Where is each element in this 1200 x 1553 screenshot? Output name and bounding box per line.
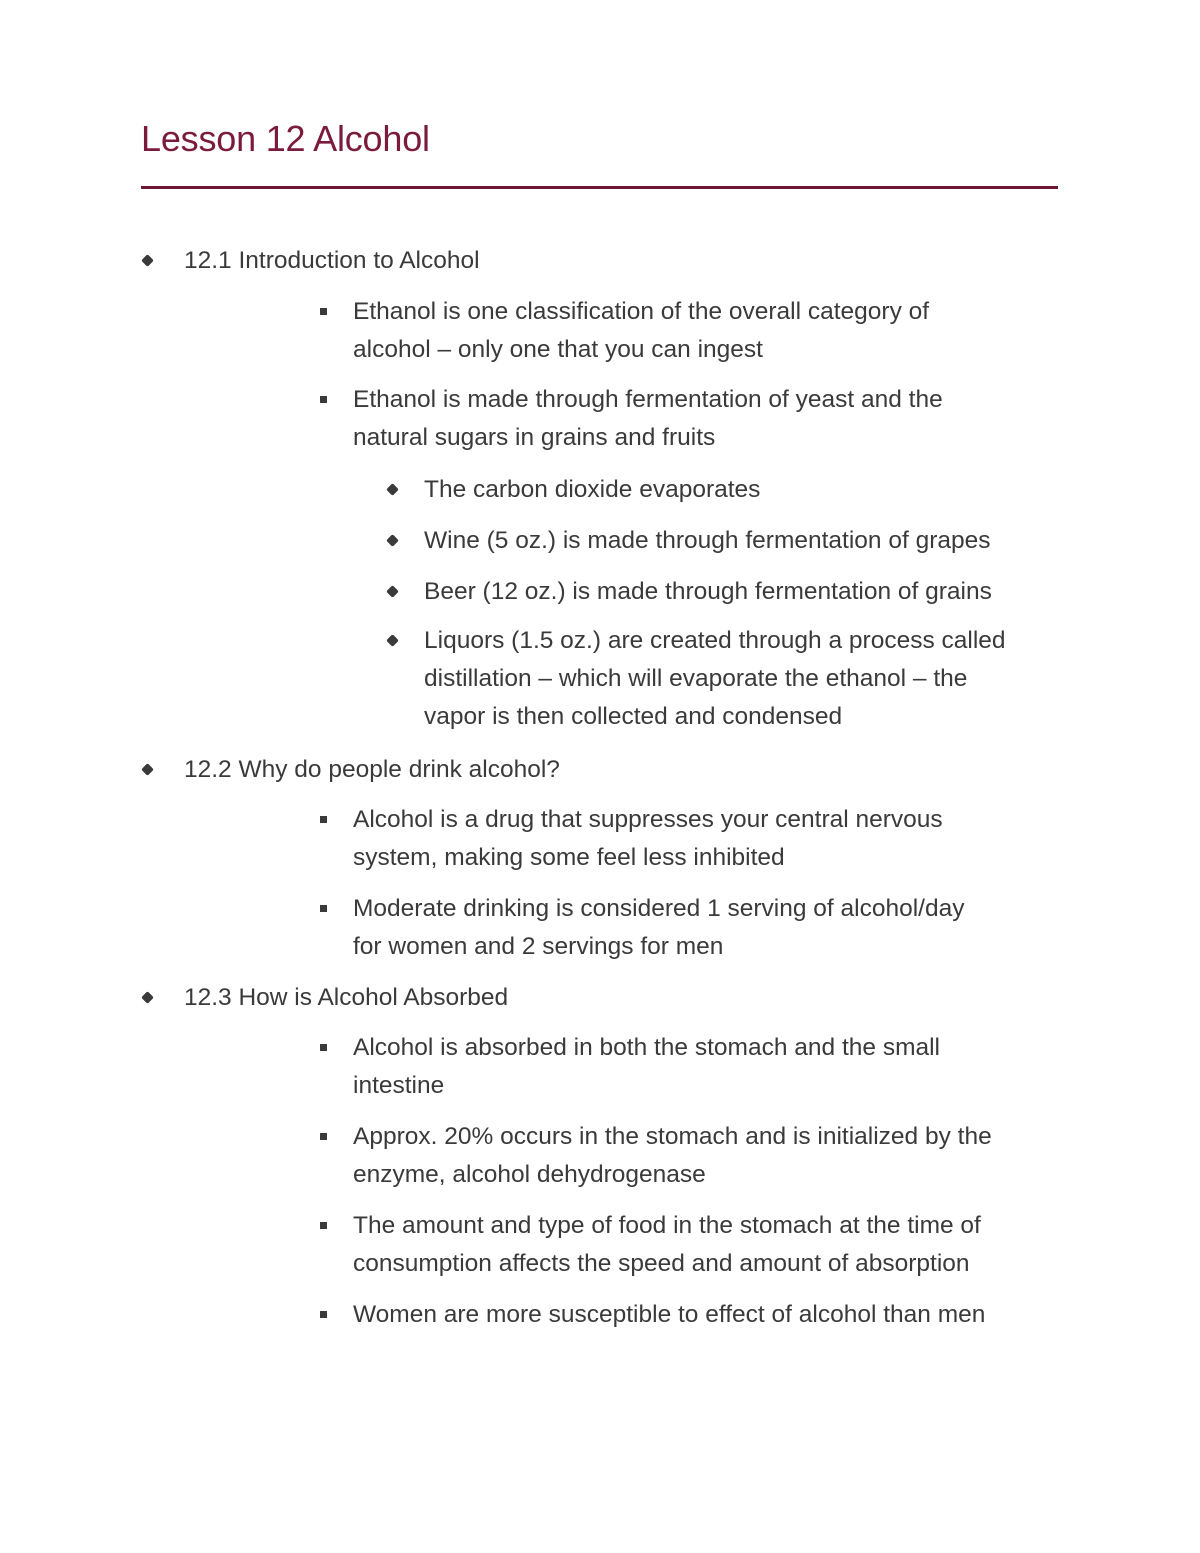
bullet-square-icon — [320, 1222, 327, 1229]
list-item-line: for women and 2 servings for men — [353, 933, 724, 960]
sub-list-item — [424, 622, 1064, 736]
list-item-line: The amount and type of food in the stomach at the time of — [353, 1212, 981, 1239]
sub-list-item — [424, 522, 1064, 560]
bullet-square-icon — [320, 396, 327, 403]
bullet-square-icon — [320, 1044, 327, 1051]
list-item — [353, 293, 1058, 369]
bullet-dot-icon — [386, 483, 399, 496]
list-item-line: Moderate drinking is considered 1 serving of alcohol/day — [353, 895, 965, 922]
list-item-line: Ethanol is one classification of the overall category of — [353, 298, 930, 325]
list-item — [353, 1207, 1058, 1283]
section-heading — [184, 751, 560, 789]
list-item-line: Ethanol is made through fermentation of yeast and the — [353, 386, 943, 413]
list-item-line: Women are more susceptible to effect of alcohol than men — [353, 1301, 986, 1328]
list-item-line: alcohol – only one that you can ingest — [353, 336, 763, 363]
bullet-square-icon — [320, 1133, 327, 1140]
list-item — [353, 1296, 1058, 1334]
list-item-line: vapor is then collected and condensed — [424, 703, 843, 730]
list-item-line: system, making some feel less inhibited — [353, 844, 785, 871]
list-item-line: Alcohol is absorbed in both the stomach and the small — [353, 1034, 940, 1061]
bullet-square-icon — [320, 905, 327, 912]
list-item — [353, 1118, 1058, 1194]
list-item-line: intestine — [353, 1072, 445, 1099]
bullet-dot-icon — [386, 585, 399, 598]
section-heading — [184, 242, 480, 280]
list-item-line: consumption affects the speed and amount of absorption — [353, 1250, 970, 1277]
list-item-line: Beer (12 oz.) is made through fermentation of grains — [424, 578, 992, 605]
bullet-dot-icon — [386, 534, 399, 547]
list-item — [353, 381, 1058, 457]
section-heading — [184, 979, 508, 1017]
bullet-dot-icon — [386, 634, 399, 647]
list-item — [353, 1029, 1058, 1105]
sub-list-item — [424, 573, 1064, 611]
list-item-line: Liquors (1.5 oz.) are created through a process called — [424, 627, 1006, 654]
list-item-line: The carbon dioxide evaporates — [424, 476, 761, 503]
section-heading-text: 12.3 How is Alcohol Absorbed — [184, 984, 509, 1011]
section-heading-text: 12.1 Introduction to Alcohol — [184, 247, 480, 274]
bullet-dot-icon — [141, 991, 154, 1004]
list-item-line: Wine (5 oz.) is made through fermentation of grapes — [424, 527, 991, 554]
page-title: Lesson 12 Alcohol — [141, 118, 430, 159]
bullet-square-icon — [320, 1311, 327, 1318]
list-item-line: Approx. 20% occurs in the stomach and is initialized by the — [353, 1123, 992, 1150]
list-item — [353, 801, 1058, 877]
list-item-line: Alcohol is a drug that suppresses your central nervous — [353, 806, 943, 833]
list-item-line: distillation – which will evaporate the ethanol – the — [424, 665, 968, 692]
bullet-dot-icon — [141, 254, 154, 267]
list-item-line: enzyme, alcohol dehydrogenase — [353, 1161, 706, 1188]
section-heading-text: 12.2 Why do people drink alcohol? — [184, 756, 560, 783]
list-item-line: natural sugars in grains and fruits — [353, 424, 716, 451]
bullet-square-icon — [320, 308, 327, 315]
sub-list-item — [424, 471, 1064, 509]
bullet-square-icon — [320, 816, 327, 823]
title-rule — [141, 186, 1058, 189]
bullet-dot-icon — [141, 763, 154, 776]
list-item — [353, 890, 1058, 966]
